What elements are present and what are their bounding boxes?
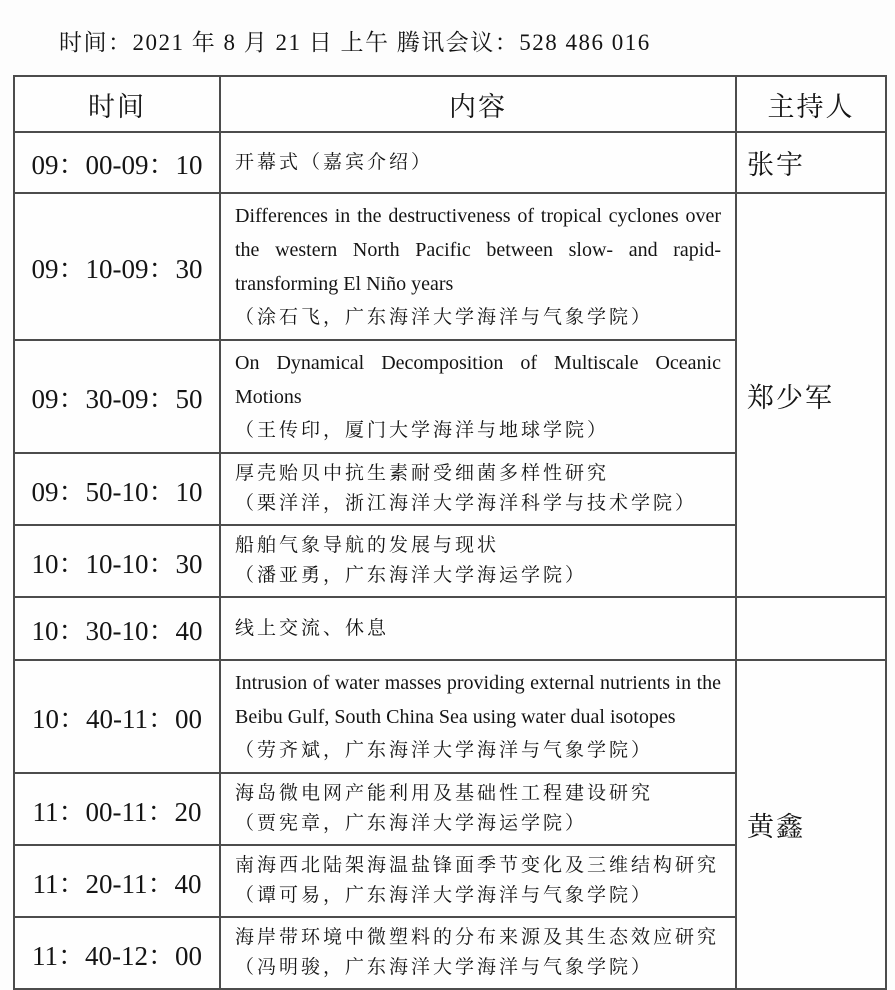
session-cell — [220, 597, 736, 660]
session-attribution: （贾宪章，广东海洋大学海运学院） — [235, 813, 588, 834]
session-title: 船舶气象导航的发展与现状 — [235, 535, 500, 556]
session-attribution: （潘亚勇，广东海洋大学海运学院） — [235, 565, 588, 586]
session-attribution: （冯明骏，广东海洋大学海洋与气象学院） — [235, 957, 654, 978]
session-cell — [220, 525, 736, 597]
col-header-host: 主持人 — [736, 76, 886, 132]
session-cell — [220, 773, 736, 845]
time-cell: 11：20-11：40 — [14, 845, 220, 917]
schedule-row — [14, 660, 886, 773]
time-cell: 09：00-09：10 — [14, 132, 220, 193]
session-title: Differences in the destructiveness of tropical cyclones over the western North Pacific between slow- and rapid-transforming El Niño years — [235, 205, 721, 295]
session-attribution: （王传印，厦门大学海洋与地球学院） — [235, 420, 610, 441]
host-cell — [736, 597, 886, 660]
session-cell — [220, 453, 736, 525]
host-cell: 黄鑫 — [736, 660, 886, 989]
time-cell: 11：00-11：20 — [14, 773, 220, 845]
session-title: Intrusion of water masses providing external nutrients in the Beibu Gulf, South China Sea using water dual isotopes — [235, 672, 721, 728]
time-cell: 09：10-09：30 — [14, 193, 220, 340]
session-cell — [220, 660, 736, 773]
host-cell: 张宇 — [736, 132, 886, 193]
time-cell: 09：50-10：10 — [14, 453, 220, 525]
session-title: 海岸带环境中微塑料的分布来源及其生态效应研究 — [235, 927, 720, 948]
meeting-info-line: 时间：2021 年 8 月 21 日 上午 腾讯会议：528 486 016 — [59, 30, 651, 55]
schedule-table-wrap — [13, 75, 885, 990]
session-cell — [220, 340, 736, 453]
session-title: 海岛微电网产能利用及基础性工程建设研究 — [235, 783, 654, 804]
session-cell — [220, 132, 736, 193]
session-title: 厚壳贻贝中抗生素耐受细菌多样性研究 — [235, 463, 610, 484]
session-title: 南海西北陆架海温盐锋面季节变化及三维结构研究 — [235, 855, 720, 876]
session-title: 线上交流、休息 — [235, 617, 390, 639]
session-cell — [220, 193, 736, 340]
session-attribution: （劳齐斌，广东海洋大学海洋与气象学院） — [235, 740, 654, 761]
header-row — [14, 76, 886, 132]
time-cell: 11：40-12：00 — [14, 917, 220, 989]
host-cell: 郑少军 — [736, 193, 886, 597]
session-attribution: （栗洋洋，浙江海洋大学海洋科学与技术学院） — [235, 493, 698, 514]
time-cell: 09：30-09：50 — [14, 340, 220, 453]
session-cell — [220, 917, 736, 989]
session-attribution: （涂石飞，广东海洋大学海洋与气象学院） — [235, 307, 654, 328]
time-cell: 10：30-10：40 — [14, 597, 220, 660]
session-cell — [220, 845, 736, 917]
session-attribution: （谭可易，广东海洋大学海洋与气象学院） — [235, 885, 654, 906]
session-title: 开幕式（嘉宾介绍） — [235, 151, 434, 173]
session-title: On Dynamical Decomposition of Multiscale Oceanic Motions — [235, 352, 721, 408]
time-cell: 10：40-11：00 — [14, 660, 220, 773]
schedule-table — [13, 75, 887, 990]
schedule-row — [14, 597, 886, 660]
col-header-content: 内容 — [220, 76, 736, 132]
time-cell: 10：10-10：30 — [14, 525, 220, 597]
col-header-time: 时间 — [14, 76, 220, 132]
schedule-row — [14, 132, 886, 193]
schedule-row — [14, 193, 886, 340]
